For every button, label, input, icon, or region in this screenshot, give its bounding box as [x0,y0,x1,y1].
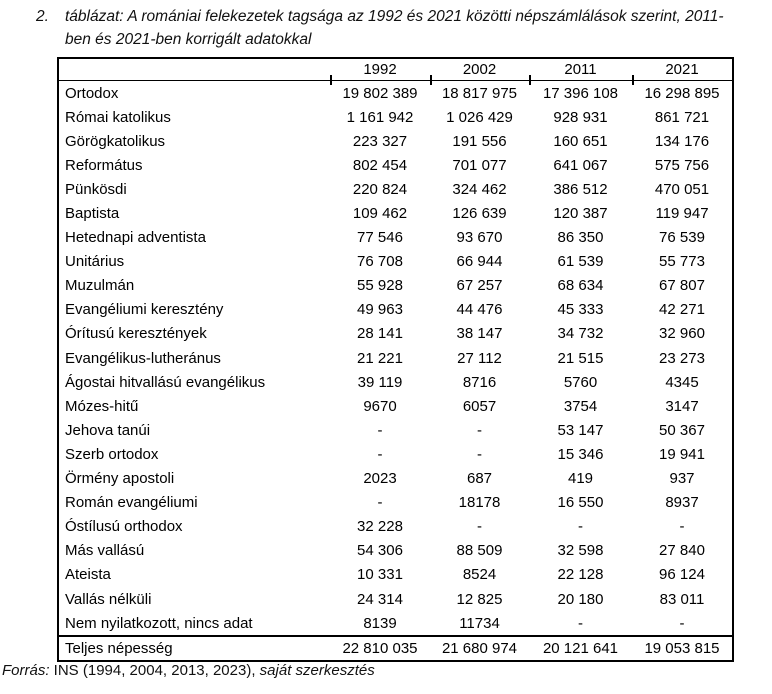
row-value: 27 840 [659,542,705,560]
row-label: Baptista [65,205,120,223]
row-value: 10 331 [357,566,403,584]
row-value: 937 [669,470,695,488]
row-value: 419 [567,470,594,488]
row-value: 3147 [665,397,699,415]
total-value: 19 053 815 [644,640,720,658]
row-value: - [477,421,482,439]
column-divider-tick [330,75,332,85]
row-value: 18178 [458,494,501,512]
row-value: 687 [466,470,493,488]
header-year-2011: 2011 [564,61,597,78]
row-value: 53 147 [557,421,604,439]
table-row [59,515,732,539]
row-value: 67 807 [659,277,705,295]
row-value: 21 515 [557,349,604,367]
row-value: 12 825 [456,590,503,608]
row-value: 17 396 108 [542,84,619,102]
row-label: Görögkatolikus [65,132,166,150]
row-value: 8139 [363,614,397,632]
table-row [59,442,732,466]
table-row [59,346,732,370]
row-value: 701 077 [452,156,507,174]
row-value: 55 773 [659,253,705,271]
row-value: 32 598 [557,542,604,560]
row-value: - [578,518,583,536]
row-value: 575 756 [654,156,710,174]
row-label: Ateista [65,566,111,584]
row-label: Óstílusú orthodox [65,518,183,536]
row-value: 324 462 [452,180,507,198]
table-row [59,322,732,346]
table-row [59,491,732,515]
table-row [59,153,732,177]
row-value: 8937 [665,494,699,512]
table-row [59,418,732,442]
table-total-row [59,635,732,660]
table-row [59,587,732,611]
header-year-1992: 1992 [363,61,397,78]
table-row [59,370,732,394]
table-row [59,177,732,201]
row-value: 1 161 942 [346,108,414,126]
row-value: 16 550 [557,494,604,512]
table-row [59,250,732,274]
row-label: Más vallású [65,542,145,560]
row-value: 120 387 [553,205,608,223]
row-value: - [477,445,482,463]
row-value: 39 119 [357,373,403,391]
source-suffix: saját szerkesztés [259,662,375,679]
table-row [59,226,732,250]
row-value: 45 333 [557,301,604,319]
row-value: 2023 [363,470,397,488]
row-value: 160 651 [553,132,608,150]
row-value: - [578,614,583,632]
row-value: 44 476 [456,301,503,319]
row-label: Pünkösdi [65,180,127,198]
table-row [59,563,732,587]
row-value: 67 257 [456,277,503,295]
row-label: Ágostai hitvallású evangélikus [65,373,266,391]
row-value: 1 026 429 [446,108,513,126]
row-value: 470 051 [654,180,710,198]
row-value: 126 639 [452,205,507,223]
row-label: Jehova tanúi [65,421,151,439]
row-label: Evangéliumi keresztény [65,301,224,319]
row-value: 96 124 [659,566,705,584]
total-value: 20 121 641 [542,640,619,658]
row-value: 802 454 [352,156,408,174]
row-value: 55 928 [357,277,403,295]
row-label: Mózes-hitű [65,397,139,415]
row-label: Szerb ortodox [65,445,159,463]
data-table [57,57,734,662]
row-value: 23 273 [659,349,705,367]
row-value: 27 112 [457,349,502,367]
source-middle: INS (1994, 2004, 2013, 2023), [49,662,260,679]
row-value: 32 228 [357,518,403,536]
row-value: 9670 [363,397,397,415]
row-value: - [377,494,383,512]
row-label: Hetednapi adventista [65,229,206,247]
row-value: 88 509 [456,542,503,560]
table-body [59,81,732,635]
table-row [59,394,732,418]
row-value: 22 128 [557,566,604,584]
row-value: 86 350 [557,229,604,247]
row-label: Nem nyilatkozott, nincs adat [65,614,253,632]
row-label: Unitárius [65,253,125,271]
row-value: 76 539 [659,229,705,247]
row-value: 61 539 [557,253,604,271]
row-label: Román evangéliumi [65,494,198,512]
caption-text: táblázat: A romániai felekezetek tagsága az 1992 és 2021 közötti népszámlálások szerint, 2011-ben és 2021-ben korrigált adatokkal [65,8,724,48]
row-value: 928 931 [553,108,608,126]
row-value: 38 147 [456,325,503,343]
row-value: 134 176 [654,132,710,150]
row-value: 54 306 [357,542,403,560]
table-row [59,274,732,298]
row-value: 42 271 [659,301,705,319]
row-value: 68 634 [557,277,604,295]
row-value: 19 802 389 [342,84,418,102]
table-row [59,129,732,153]
row-value: 223 327 [352,132,408,150]
total-value: 22 810 035 [342,640,418,658]
row-value: 6057 [462,397,497,415]
table-row [59,467,732,491]
row-value: - [679,614,685,632]
row-label: Református [65,156,143,174]
row-value: 32 960 [659,325,705,343]
row-label: Muzulmán [65,277,135,295]
row-value: 861 721 [654,108,710,126]
row-value: 119 947 [655,205,709,223]
table-row [59,539,732,563]
table-row [59,105,732,129]
row-value: - [377,445,383,463]
header-year-2021: 2021 [665,61,699,78]
row-value: - [679,518,685,536]
row-value: 16 298 895 [644,84,720,102]
row-value: 21 221 [357,349,403,367]
row-value: 5760 [563,373,598,391]
row-value: 20 180 [557,590,604,608]
row-value: 641 067 [553,156,608,174]
row-value: 18 817 975 [441,84,518,102]
row-value: 191 556 [452,132,507,150]
row-value: 76 708 [357,253,403,271]
header-year-2002: 2002 [462,61,497,78]
column-divider-tick [632,75,634,85]
row-value: 66 944 [456,253,503,271]
row-value: 15 346 [557,445,604,463]
row-value: 109 462 [352,205,408,223]
row-label: Ortodox [65,84,119,102]
table-caption [36,5,748,51]
row-value: 386 512 [553,180,608,198]
row-label: Római katolikus [65,108,171,126]
row-value: 24 314 [357,590,403,608]
row-value: 8524 [462,566,497,584]
row-value: 8716 [462,373,497,391]
row-value: - [477,518,482,536]
row-label: Örmény apostoli [65,470,175,488]
row-value: 34 732 [557,325,604,343]
row-value: 49 963 [357,301,403,319]
row-value: 19 941 [659,445,705,463]
column-divider-tick [430,75,432,85]
table-row [59,611,732,635]
row-value: 11734 [459,614,500,632]
table-row [59,201,732,225]
column-divider-tick [529,75,531,85]
total-label: Teljes népesség [65,640,173,658]
row-value: 220 824 [352,180,408,198]
row-label: Evangélikus-lutheránus [65,349,221,367]
row-value: 3754 [563,397,598,415]
row-value: 83 011 [659,590,705,608]
row-value: 93 670 [456,229,503,247]
row-value: 28 141 [357,325,403,343]
caption-number: 2. [36,8,49,25]
row-value: - [377,421,383,439]
total-value: 21 680 974 [441,640,518,658]
source-line [2,662,375,679]
table-row [59,298,732,322]
source-prefix: Forrás: [2,662,50,679]
row-value: 77 546 [357,229,403,247]
row-value: 4345 [665,373,699,391]
row-label: Órítusú keresztények [65,325,207,343]
row-value: 50 367 [659,421,705,439]
row-label: Vallás nélküli [65,590,152,608]
